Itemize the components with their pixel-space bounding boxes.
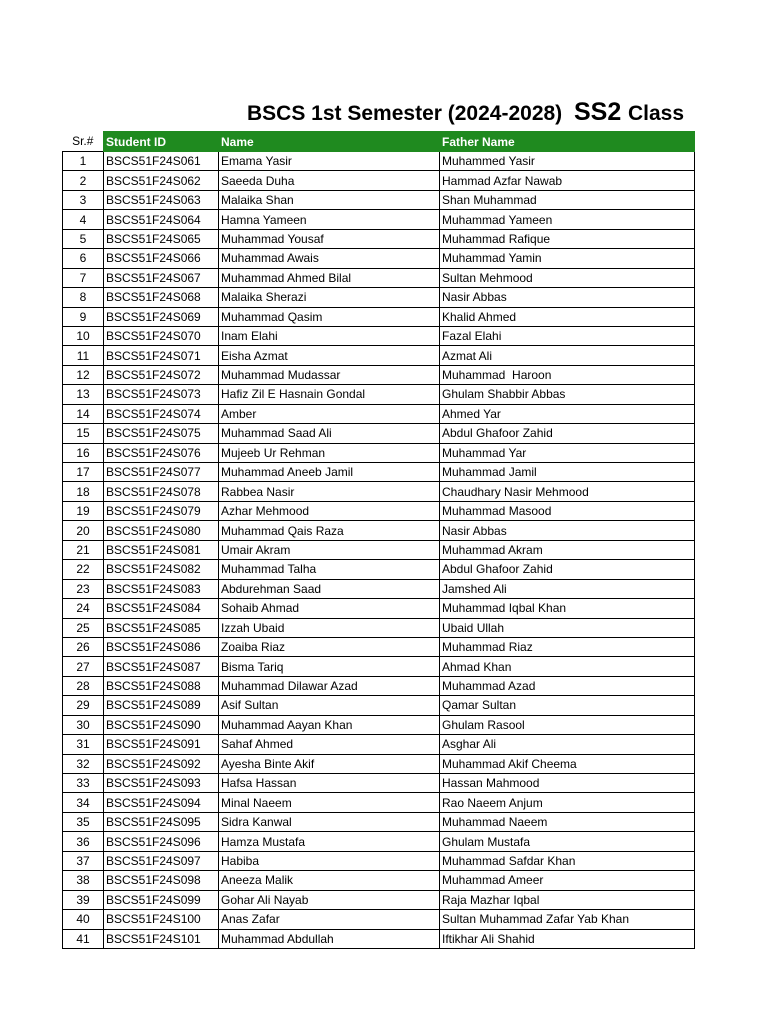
cell-student-id: BSCS51F24S069 bbox=[104, 307, 219, 326]
cell-sr: 12 bbox=[63, 365, 104, 384]
column-header-father-name: Father Name bbox=[440, 132, 695, 152]
cell-sr: 10 bbox=[63, 326, 104, 345]
cell-name: Muhammad Talha bbox=[219, 560, 440, 579]
cell-name: Malaika Shan bbox=[219, 190, 440, 209]
cell-sr: 26 bbox=[63, 637, 104, 656]
cell-father-name: Muhammad Safdar Khan bbox=[440, 851, 695, 870]
cell-name: Muhammad Qais Raza bbox=[219, 521, 440, 540]
cell-sr: 4 bbox=[63, 210, 104, 229]
cell-father-name: Chaudhary Nasir Mehmood bbox=[440, 482, 695, 501]
cell-student-id: BSCS51F24S068 bbox=[104, 288, 219, 307]
cell-sr: 21 bbox=[63, 540, 104, 559]
cell-father-name: Ghulam Mustafa bbox=[440, 832, 695, 851]
cell-name: Eisha Azmat bbox=[219, 346, 440, 365]
cell-father-name: Muhammad Haroon bbox=[440, 365, 695, 384]
cell-name: Muhammad Mudassar bbox=[219, 365, 440, 384]
cell-sr: 19 bbox=[63, 501, 104, 520]
table-row bbox=[63, 579, 695, 598]
cell-father-name: Muhammad Akif Cheema bbox=[440, 754, 695, 773]
cell-name: Sahaf Ahmed bbox=[219, 735, 440, 754]
cell-father-name: Muhammad Akram bbox=[440, 540, 695, 559]
table-row bbox=[63, 618, 695, 637]
cell-sr: 40 bbox=[63, 910, 104, 929]
cell-name: Zoaiba Riaz bbox=[219, 637, 440, 656]
cell-father-name: Muhammad Naeem bbox=[440, 812, 695, 831]
cell-father-name: Ghulam Shabbir Abbas bbox=[440, 385, 695, 404]
cell-name: Muhammad Qasim bbox=[219, 307, 440, 326]
cell-sr: 20 bbox=[63, 521, 104, 540]
cell-student-id: BSCS51F24S079 bbox=[104, 501, 219, 520]
cell-father-name: Muhammad Yameen bbox=[440, 210, 695, 229]
cell-name: Muhammad Aneeb Jamil bbox=[219, 463, 440, 482]
column-header-sr: Sr.# bbox=[63, 132, 104, 152]
cell-father-name: Abdul Ghafoor Zahid bbox=[440, 560, 695, 579]
cell-name: Hafiz Zil E Hasnain Gondal bbox=[219, 385, 440, 404]
cell-student-id: BSCS51F24S061 bbox=[104, 152, 219, 171]
table-row bbox=[63, 443, 695, 462]
cell-sr: 38 bbox=[63, 871, 104, 890]
cell-sr: 5 bbox=[63, 229, 104, 248]
student-roster-table bbox=[62, 131, 695, 949]
cell-father-name: Fazal Elahi bbox=[440, 326, 695, 345]
table-row bbox=[63, 676, 695, 695]
cell-sr: 6 bbox=[63, 249, 104, 268]
cell-name: Muhammad Aayan Khan bbox=[219, 715, 440, 734]
cell-father-name: Muhammad Jamil bbox=[440, 463, 695, 482]
cell-sr: 9 bbox=[63, 307, 104, 326]
table-row bbox=[63, 657, 695, 676]
table-row bbox=[63, 521, 695, 540]
cell-name: Muhammad Ahmed Bilal bbox=[219, 268, 440, 287]
table-row bbox=[63, 229, 695, 248]
cell-father-name: Rao Naeem Anjum bbox=[440, 793, 695, 812]
title-main: BSCS 1st Semester (2024-2028) bbox=[247, 102, 563, 125]
table-row bbox=[63, 171, 695, 190]
cell-student-id: BSCS51F24S088 bbox=[104, 676, 219, 695]
cell-student-id: BSCS51F24S083 bbox=[104, 579, 219, 598]
cell-sr: 23 bbox=[63, 579, 104, 598]
cell-father-name: Nasir Abbas bbox=[440, 288, 695, 307]
table-row bbox=[63, 812, 695, 831]
table-row bbox=[63, 929, 695, 948]
cell-name: Abdurehman Saad bbox=[219, 579, 440, 598]
cell-student-id: BSCS51F24S075 bbox=[104, 424, 219, 443]
table-row bbox=[63, 288, 695, 307]
cell-name: Hamna Yameen bbox=[219, 210, 440, 229]
cell-sr: 13 bbox=[63, 385, 104, 404]
table-row bbox=[63, 851, 695, 870]
cell-sr: 36 bbox=[63, 832, 104, 851]
cell-student-id: BSCS51F24S077 bbox=[104, 463, 219, 482]
cell-name: Mujeeb Ur Rehman bbox=[219, 443, 440, 462]
cell-student-id: BSCS51F24S091 bbox=[104, 735, 219, 754]
document-title bbox=[0, 98, 768, 130]
cell-name: Hafsa Hassan bbox=[219, 774, 440, 793]
cell-student-id: BSCS51F24S071 bbox=[104, 346, 219, 365]
cell-name: Asif Sultan bbox=[219, 696, 440, 715]
table-row bbox=[63, 365, 695, 384]
cell-name: Muhammad Awais bbox=[219, 249, 440, 268]
table-row bbox=[63, 540, 695, 559]
cell-sr: 16 bbox=[63, 443, 104, 462]
cell-student-id: BSCS51F24S093 bbox=[104, 774, 219, 793]
table-row bbox=[63, 501, 695, 520]
cell-student-id: BSCS51F24S070 bbox=[104, 326, 219, 345]
cell-name: Muhammad Dilawar Azad bbox=[219, 676, 440, 695]
table-row bbox=[63, 152, 695, 171]
cell-sr: 41 bbox=[63, 929, 104, 948]
cell-father-name: Muhammad Yamin bbox=[440, 249, 695, 268]
cell-father-name: Muhammed Yasir bbox=[440, 152, 695, 171]
cell-name: Sidra Kanwal bbox=[219, 812, 440, 831]
cell-sr: 39 bbox=[63, 890, 104, 909]
cell-father-name: Ahmad Khan bbox=[440, 657, 695, 676]
cell-father-name: Muhammad Ameer bbox=[440, 871, 695, 890]
cell-name: Habiba bbox=[219, 851, 440, 870]
cell-sr: 8 bbox=[63, 288, 104, 307]
cell-student-id: BSCS51F24S098 bbox=[104, 871, 219, 890]
cell-student-id: BSCS51F24S092 bbox=[104, 754, 219, 773]
cell-sr: 22 bbox=[63, 560, 104, 579]
table-row bbox=[63, 249, 695, 268]
cell-name: Azhar Mehmood bbox=[219, 501, 440, 520]
cell-student-id: BSCS51F24S094 bbox=[104, 793, 219, 812]
table-row bbox=[63, 890, 695, 909]
cell-name: Saeeda Duha bbox=[219, 171, 440, 190]
table-row bbox=[63, 190, 695, 209]
cell-student-id: BSCS51F24S065 bbox=[104, 229, 219, 248]
cell-father-name: Muhammad Iqbal Khan bbox=[440, 599, 695, 618]
cell-name: Anas Zafar bbox=[219, 910, 440, 929]
cell-student-id: BSCS51F24S074 bbox=[104, 404, 219, 423]
cell-student-id: BSCS51F24S062 bbox=[104, 171, 219, 190]
cell-father-name: Muhammad Yar bbox=[440, 443, 695, 462]
cell-name: Emama Yasir bbox=[219, 152, 440, 171]
table-row bbox=[63, 832, 695, 851]
table-row bbox=[63, 482, 695, 501]
cell-name: Muhammad Yousaf bbox=[219, 229, 440, 248]
table-row bbox=[63, 774, 695, 793]
cell-student-id: BSCS51F24S081 bbox=[104, 540, 219, 559]
cell-father-name: Hammad Azfar Nawab bbox=[440, 171, 695, 190]
cell-name: Aneeza Malik bbox=[219, 871, 440, 890]
table-row bbox=[63, 307, 695, 326]
cell-sr: 17 bbox=[63, 463, 104, 482]
table-row bbox=[63, 599, 695, 618]
cell-student-id: BSCS51F24S097 bbox=[104, 851, 219, 870]
table-row bbox=[63, 346, 695, 365]
table-row bbox=[63, 424, 695, 443]
cell-name: Hamza Mustafa bbox=[219, 832, 440, 851]
cell-student-id: BSCS51F24S086 bbox=[104, 637, 219, 656]
cell-student-id: BSCS51F24S064 bbox=[104, 210, 219, 229]
cell-sr: 18 bbox=[63, 482, 104, 501]
cell-name: Umair Akram bbox=[219, 540, 440, 559]
cell-student-id: BSCS51F24S082 bbox=[104, 560, 219, 579]
cell-sr: 1 bbox=[63, 152, 104, 171]
cell-sr: 28 bbox=[63, 676, 104, 695]
cell-sr: 3 bbox=[63, 190, 104, 209]
cell-father-name: Ubaid Ullah bbox=[440, 618, 695, 637]
cell-student-id: BSCS51F24S099 bbox=[104, 890, 219, 909]
cell-father-name: Abdul Ghafoor Zahid bbox=[440, 424, 695, 443]
cell-sr: 30 bbox=[63, 715, 104, 734]
table-body bbox=[63, 152, 695, 949]
cell-father-name: Muhammad Azad bbox=[440, 676, 695, 695]
cell-name: Inam Elahi bbox=[219, 326, 440, 345]
cell-father-name: Sultan Muhammad Zafar Yab Khan bbox=[440, 910, 695, 929]
cell-student-id: BSCS51F24S084 bbox=[104, 599, 219, 618]
cell-name: Gohar Ali Nayab bbox=[219, 890, 440, 909]
cell-name: Izzah Ubaid bbox=[219, 618, 440, 637]
cell-sr: 7 bbox=[63, 268, 104, 287]
cell-father-name: Ghulam Rasool bbox=[440, 715, 695, 734]
table-row bbox=[63, 268, 695, 287]
table-row bbox=[63, 910, 695, 929]
column-header-name: Name bbox=[219, 132, 440, 152]
cell-student-id: BSCS51F24S085 bbox=[104, 618, 219, 637]
cell-sr: 33 bbox=[63, 774, 104, 793]
cell-name: Minal Naeem bbox=[219, 793, 440, 812]
table-row bbox=[63, 637, 695, 656]
cell-student-id: BSCS51F24S090 bbox=[104, 715, 219, 734]
cell-father-name: Jamshed Ali bbox=[440, 579, 695, 598]
table-row bbox=[63, 793, 695, 812]
cell-name: Bisma Tariq bbox=[219, 657, 440, 676]
cell-name: Sohaib Ahmad bbox=[219, 599, 440, 618]
cell-student-id: BSCS51F24S076 bbox=[104, 443, 219, 462]
cell-sr: 11 bbox=[63, 346, 104, 365]
cell-name: Muhammad Saad Ali bbox=[219, 424, 440, 443]
table-row bbox=[63, 463, 695, 482]
cell-father-name: Raja Mazhar Iqbal bbox=[440, 890, 695, 909]
cell-student-id: BSCS51F24S073 bbox=[104, 385, 219, 404]
cell-sr: 25 bbox=[63, 618, 104, 637]
cell-father-name: Muhammad Riaz bbox=[440, 637, 695, 656]
cell-student-id: BSCS51F24S095 bbox=[104, 812, 219, 831]
cell-student-id: BSCS51F24S096 bbox=[104, 832, 219, 851]
cell-sr: 29 bbox=[63, 696, 104, 715]
title-suffix: Class bbox=[628, 102, 685, 125]
cell-student-id: BSCS51F24S063 bbox=[104, 190, 219, 209]
cell-student-id: BSCS51F24S089 bbox=[104, 696, 219, 715]
table-row bbox=[63, 560, 695, 579]
cell-name: Amber bbox=[219, 404, 440, 423]
cell-student-id: BSCS51F24S100 bbox=[104, 910, 219, 929]
table-row bbox=[63, 326, 695, 345]
cell-father-name: Muhammad Rafique bbox=[440, 229, 695, 248]
cell-father-name: Ahmed Yar bbox=[440, 404, 695, 423]
cell-sr: 15 bbox=[63, 424, 104, 443]
cell-name: Rabbea Nasir bbox=[219, 482, 440, 501]
table-row bbox=[63, 735, 695, 754]
cell-sr: 24 bbox=[63, 599, 104, 618]
cell-name: Muhammad Abdullah bbox=[219, 929, 440, 948]
cell-father-name: Shan Muhammad bbox=[440, 190, 695, 209]
header-row bbox=[63, 132, 695, 152]
table-row bbox=[63, 404, 695, 423]
cell-sr: 35 bbox=[63, 812, 104, 831]
cell-student-id: BSCS51F24S101 bbox=[104, 929, 219, 948]
title-section: SS2 bbox=[574, 98, 622, 126]
cell-father-name: Sultan Mehmood bbox=[440, 268, 695, 287]
cell-father-name: Iftikhar Ali Shahid bbox=[440, 929, 695, 948]
cell-sr: 34 bbox=[63, 793, 104, 812]
table-row bbox=[63, 385, 695, 404]
cell-sr: 32 bbox=[63, 754, 104, 773]
cell-sr: 27 bbox=[63, 657, 104, 676]
table-row bbox=[63, 754, 695, 773]
table-header bbox=[63, 132, 695, 152]
table-row bbox=[63, 871, 695, 890]
cell-student-id: BSCS51F24S072 bbox=[104, 365, 219, 384]
cell-father-name: Nasir Abbas bbox=[440, 521, 695, 540]
cell-sr: 31 bbox=[63, 735, 104, 754]
cell-student-id: BSCS51F24S066 bbox=[104, 249, 219, 268]
table-row bbox=[63, 210, 695, 229]
cell-father-name: Asghar Ali bbox=[440, 735, 695, 754]
cell-father-name: Azmat Ali bbox=[440, 346, 695, 365]
cell-father-name: Muhammad Masood bbox=[440, 501, 695, 520]
cell-student-id: BSCS51F24S087 bbox=[104, 657, 219, 676]
cell-name: Malaika Sherazi bbox=[219, 288, 440, 307]
cell-father-name: Khalid Ahmed bbox=[440, 307, 695, 326]
cell-sr: 2 bbox=[63, 171, 104, 190]
cell-sr: 37 bbox=[63, 851, 104, 870]
cell-student-id: BSCS51F24S080 bbox=[104, 521, 219, 540]
cell-student-id: BSCS51F24S078 bbox=[104, 482, 219, 501]
table-row bbox=[63, 696, 695, 715]
cell-name: Ayesha Binte Akif bbox=[219, 754, 440, 773]
table-row bbox=[63, 715, 695, 734]
cell-sr: 14 bbox=[63, 404, 104, 423]
cell-father-name: Qamar Sultan bbox=[440, 696, 695, 715]
column-header-student-id: Student ID bbox=[104, 132, 219, 152]
cell-student-id: BSCS51F24S067 bbox=[104, 268, 219, 287]
cell-father-name: Hassan Mahmood bbox=[440, 774, 695, 793]
